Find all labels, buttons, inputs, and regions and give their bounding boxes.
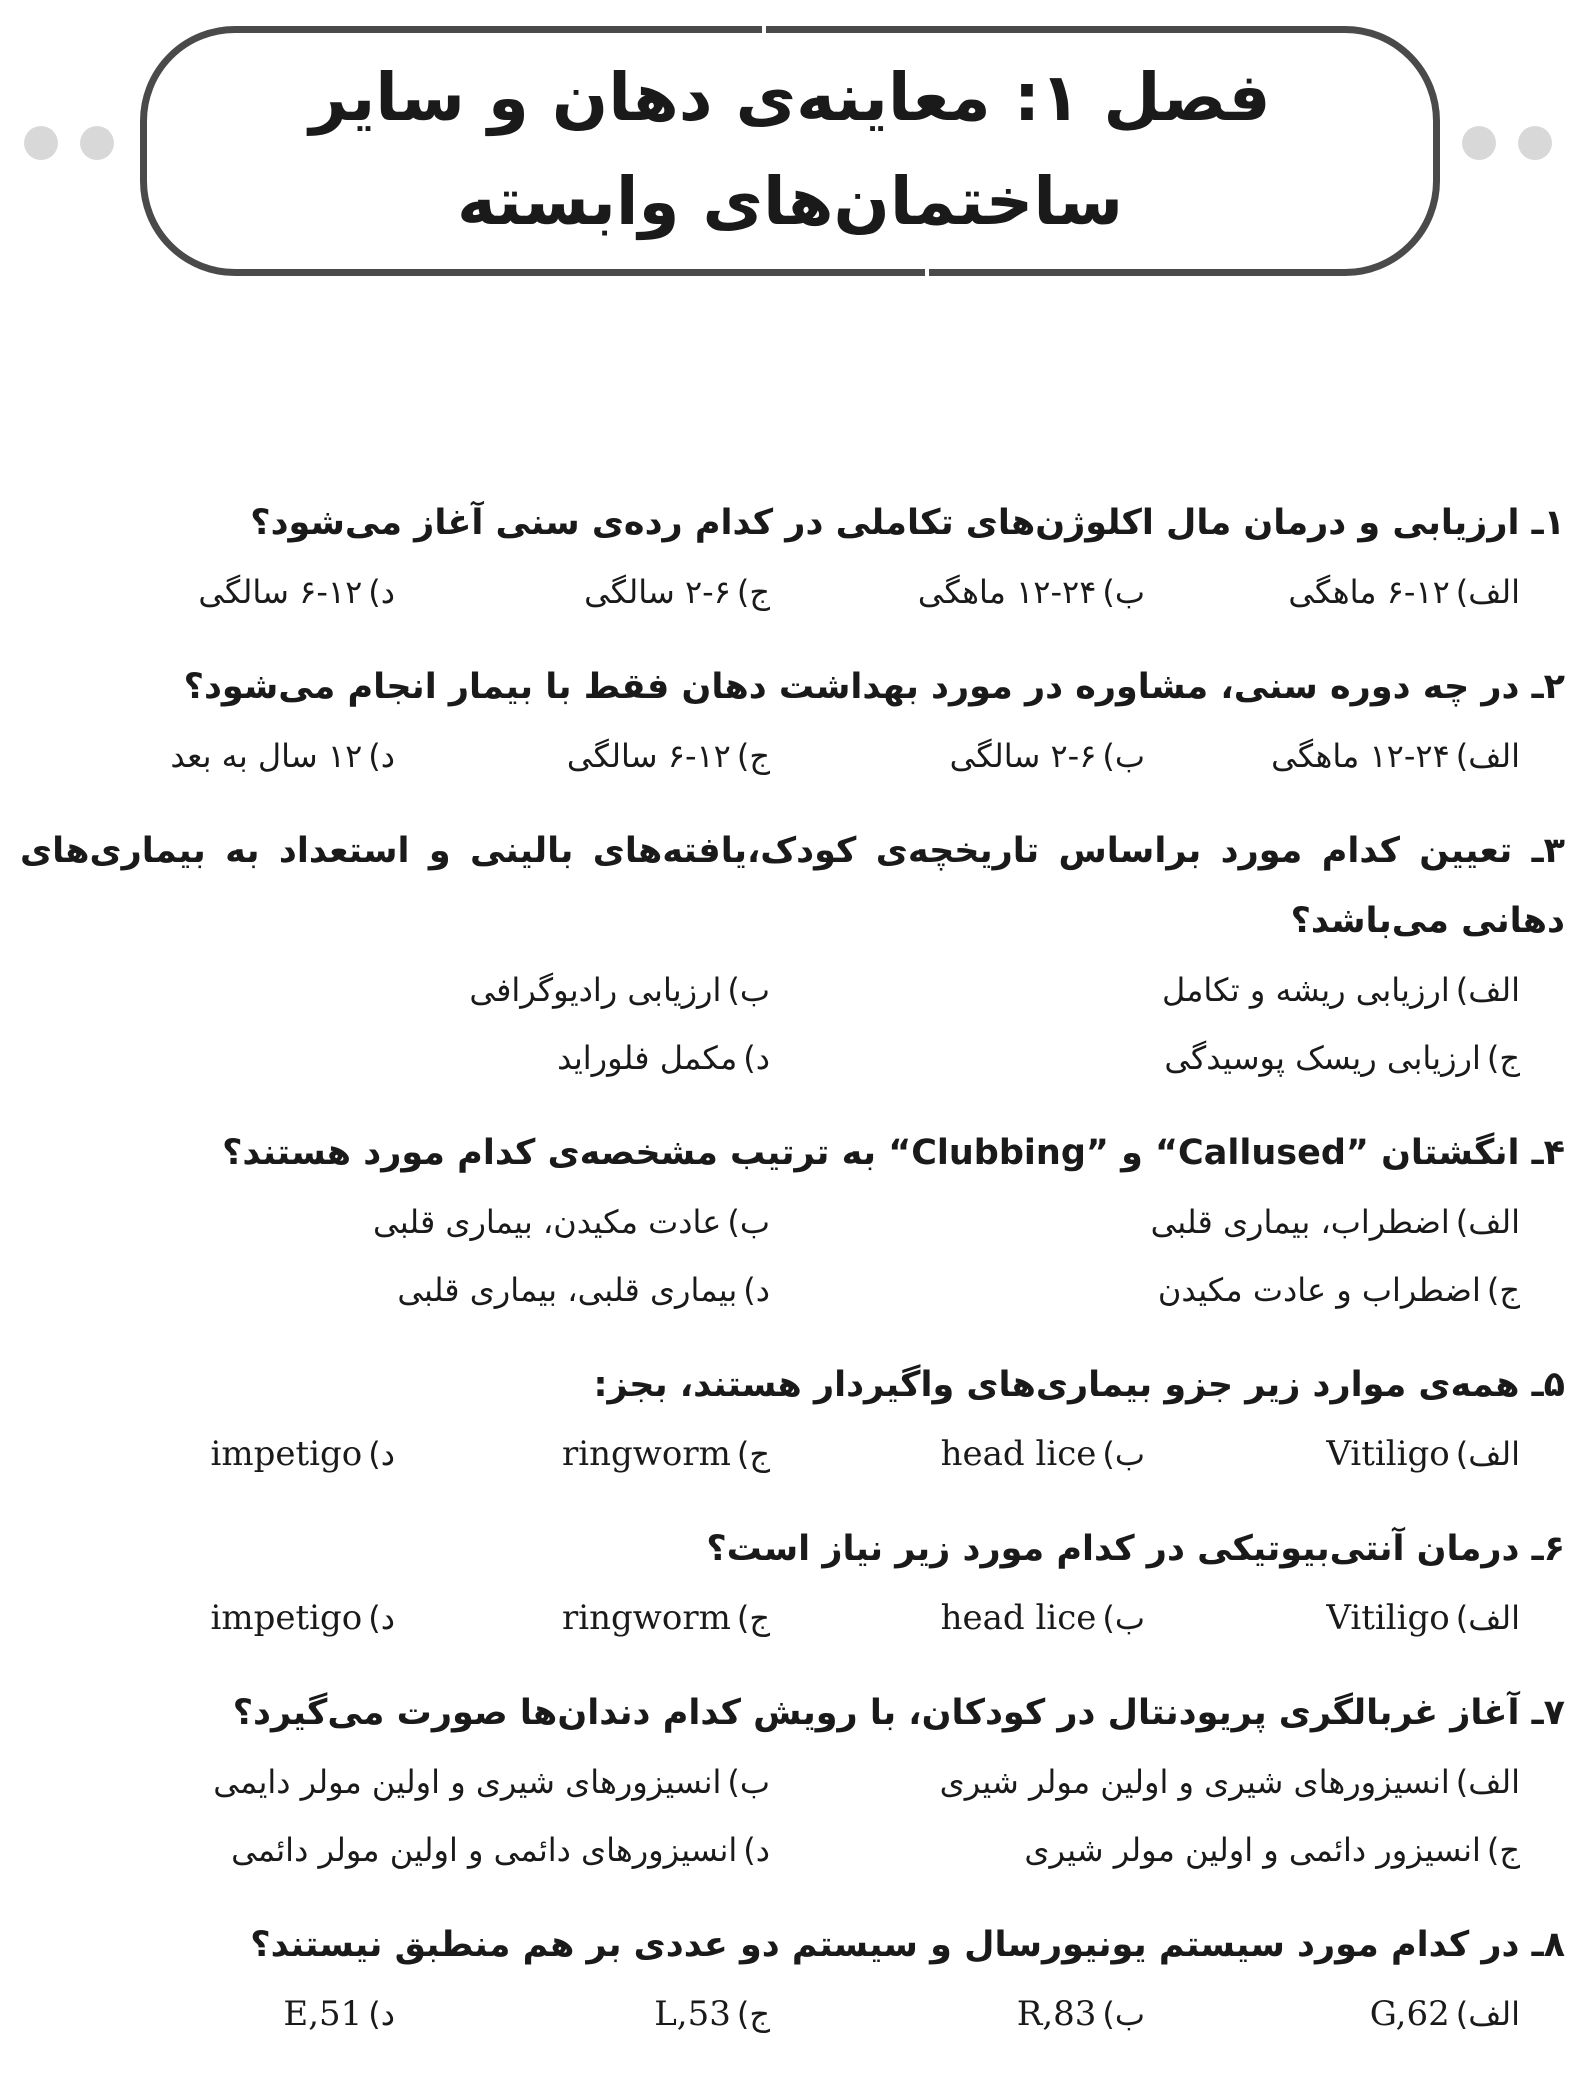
question-3 (20, 816, 1565, 1092)
option-key: د) (368, 737, 395, 775)
option-value: ۱۲ سال به بعد (170, 737, 363, 775)
option-key: ب) (1102, 1599, 1145, 1637)
options-grid (20, 956, 1565, 1092)
option-key: الف) (1455, 1599, 1520, 1637)
option-jim[interactable] (395, 1980, 770, 2048)
question-text: ۳ـ تعیین کدام مورد براساس تاریخچه‌ی کودک،یافته‌های بالینی و استعداد به بیماری‌های دهانی می‌باشد؟ (20, 831, 1565, 941)
question-text: ۱ـ ارزیابی و درمان مال اکلوژن‌های تکاملی در کدام رده‌ی سنی آغاز می‌شود؟ (250, 503, 1565, 543)
option-key: ب) (1102, 573, 1145, 611)
option-alef[interactable] (770, 956, 1520, 1024)
option-key: الف) (1455, 1763, 1520, 1801)
option-value: G,62 (1369, 1994, 1450, 2034)
option-jim[interactable] (395, 1584, 770, 1652)
option-jim[interactable] (770, 1024, 1520, 1092)
question-4 (20, 1118, 1565, 1324)
option-be[interactable] (20, 1748, 770, 1816)
option-be[interactable] (770, 1420, 1145, 1488)
option-value: مکمل فلوراید (557, 1039, 738, 1077)
options-row (20, 1420, 1565, 1488)
question-2 (20, 652, 1565, 790)
option-key: د) (368, 1599, 395, 1637)
option-dal[interactable] (20, 722, 395, 790)
question-text: ۴ـ انگشتان ”Callused“ و ”Clubbing“ به ترتیب مشخصه‌ی کدام مورد هستند؟ (222, 1133, 1565, 1173)
option-value: ۱۲-۶ سالگی (566, 737, 731, 775)
option-value: ارزیابی ریشه و تکامل (1161, 971, 1450, 1009)
option-key: الف) (1455, 737, 1520, 775)
option-key: ج) (1486, 1831, 1520, 1869)
option-alef[interactable] (1145, 1980, 1520, 2048)
option-alef[interactable] (770, 1748, 1520, 1816)
option-value: impetigo (210, 1434, 363, 1474)
question-text: ۶ـ درمان آنتی‌بیوتیکی در کدام مورد زیر نیاز است؟ (706, 1529, 1565, 1569)
option-key: د) (368, 1995, 395, 2033)
header-frame-gap-bottom (925, 258, 929, 282)
options-row (20, 1980, 1565, 2048)
option-be[interactable] (20, 1188, 770, 1256)
option-value: اضطراب و عادت مکیدن (1157, 1271, 1481, 1309)
option-value: Vitiligo (1326, 1434, 1450, 1474)
option-key: الف) (1455, 573, 1520, 611)
option-value: ringworm (562, 1434, 731, 1474)
option-value: ارزیابی ریسک پوسیدگی (1164, 1039, 1481, 1077)
option-value: انسیزورهای دائمی و اولین مولر دائمی (231, 1831, 738, 1869)
option-value: ارزیابی رادیوگرافی (469, 971, 722, 1009)
option-value: R,83 (1016, 1994, 1097, 2034)
options-row (20, 722, 1565, 790)
option-value: عادت مکیدن، بیماری قلبی (373, 1203, 722, 1241)
option-key: ب) (727, 971, 770, 1009)
option-key: الف) (1455, 971, 1520, 1009)
option-value: E,51 (283, 1994, 363, 2034)
option-key: ج) (1486, 1039, 1520, 1077)
option-value: ringworm (562, 1598, 731, 1638)
option-key: د) (743, 1831, 770, 1869)
option-dal[interactable] (20, 1256, 770, 1324)
option-key: ب) (727, 1203, 770, 1241)
decorative-dot (1462, 126, 1496, 160)
option-dal[interactable] (20, 1980, 395, 2048)
option-dal[interactable] (20, 558, 395, 626)
option-alef[interactable] (1145, 722, 1520, 790)
option-value: head lice (940, 1598, 1097, 1638)
option-be[interactable] (770, 722, 1145, 790)
option-key: ج) (1486, 1271, 1520, 1309)
option-key: ج) (736, 573, 770, 611)
option-alef[interactable] (1145, 1420, 1520, 1488)
option-key: الف) (1455, 1435, 1520, 1473)
question-8 (20, 1910, 1565, 2048)
decorative-dot (80, 126, 114, 160)
header-frame-gap-top (762, 18, 766, 42)
options-grid (20, 1748, 1565, 1884)
option-value: ۱۲-۶ سالگی (198, 573, 363, 611)
option-jim[interactable] (395, 722, 770, 790)
option-value: انسیزورهای شیری و اولین مولر شیری (939, 1763, 1450, 1801)
options-grid (20, 1188, 1565, 1324)
chapter-title-line-1: فصل ۱: معاینه‌ی دهان و سایر (309, 59, 1271, 136)
question-text: ۵ـ همه‌ی موارد زیر جزو بیماری‌های واگیردار هستند، بجز: (593, 1365, 1565, 1405)
option-value: ۱۲-۶ ماهگی (1288, 573, 1450, 611)
question-text: ۸ـ در کدام مورد سیستم یونیورسال و سیستم دو عددی بر هم منطبق نیستند؟ (250, 1925, 1565, 1965)
option-be[interactable] (770, 558, 1145, 626)
question-6 (20, 1514, 1565, 1652)
decorative-dots-right (1462, 126, 1552, 160)
option-value: ۲۴-۱۲ ماهگی (917, 573, 1097, 611)
option-value: انسیزور دائمی و اولین مولر شیری (1024, 1831, 1481, 1869)
question-7 (20, 1678, 1565, 1884)
option-key: ب) (1102, 737, 1145, 775)
option-alef[interactable] (770, 1188, 1520, 1256)
decorative-dot (1518, 126, 1552, 160)
option-value: انسیزورهای شیری و اولین مولر دایمی (213, 1763, 722, 1801)
option-value: impetigo (210, 1598, 363, 1638)
options-row (20, 1584, 1565, 1652)
option-key: ب) (1102, 1435, 1145, 1473)
option-dal[interactable] (20, 1816, 770, 1884)
option-be[interactable] (20, 956, 770, 1024)
option-key: الف) (1455, 1995, 1520, 2033)
option-key: ب) (1102, 1995, 1145, 2033)
option-key: الف) (1455, 1203, 1520, 1241)
option-value: اضطراب، بیماری قلبی (1150, 1203, 1450, 1241)
option-jim[interactable] (395, 1420, 770, 1488)
option-alef[interactable] (1145, 558, 1520, 626)
option-key: د) (368, 573, 395, 611)
option-jim[interactable] (770, 1256, 1520, 1324)
option-key: ج) (736, 737, 770, 775)
option-be[interactable] (770, 1584, 1145, 1652)
option-dal[interactable] (20, 1420, 395, 1488)
option-jim[interactable] (395, 558, 770, 626)
option-value: بیماری قلبی، بیماری قلبی (397, 1271, 738, 1309)
question-5 (20, 1350, 1565, 1488)
option-key: د) (368, 1435, 395, 1473)
decorative-dot (24, 126, 58, 160)
option-alef[interactable] (1145, 1584, 1520, 1652)
chapter-title (200, 40, 1380, 260)
question-1 (20, 488, 1565, 626)
option-value: head lice (940, 1434, 1097, 1474)
option-key: ج) (736, 1435, 770, 1473)
option-key: ج) (736, 1995, 770, 2033)
options-row (20, 558, 1565, 626)
question-text: ۲ـ در چه دوره سنی، مشاوره در مورد بهداشت دهان فقط با بیمار انجام می‌شود؟ (183, 667, 1565, 707)
option-value: ۶-۲ سالگی (584, 573, 731, 611)
decorative-dots-left (24, 126, 114, 160)
question-list (20, 488, 1565, 2074)
option-key: د) (743, 1271, 770, 1309)
option-jim[interactable] (770, 1816, 1520, 1884)
option-key: د) (743, 1039, 770, 1077)
option-dal[interactable] (20, 1584, 395, 1652)
option-dal[interactable] (20, 1024, 770, 1092)
option-be[interactable] (770, 1980, 1145, 2048)
option-key: ب) (727, 1763, 770, 1801)
chapter-title-line-2: ساختمان‌های وابسته (456, 163, 1124, 240)
option-value: ۶-۲ سالگی (949, 737, 1097, 775)
option-value: ۲۴-۱۲ ماهگی (1271, 737, 1450, 775)
question-text: ۷ـ آغاز غربالگری پریودنتال در کودکان، با رویش کدام دندان‌ها صورت می‌گیرد؟ (232, 1693, 1565, 1733)
option-key: ج) (736, 1599, 770, 1637)
option-value: Vitiligo (1326, 1598, 1450, 1638)
option-value: L,53 (654, 1994, 731, 2034)
